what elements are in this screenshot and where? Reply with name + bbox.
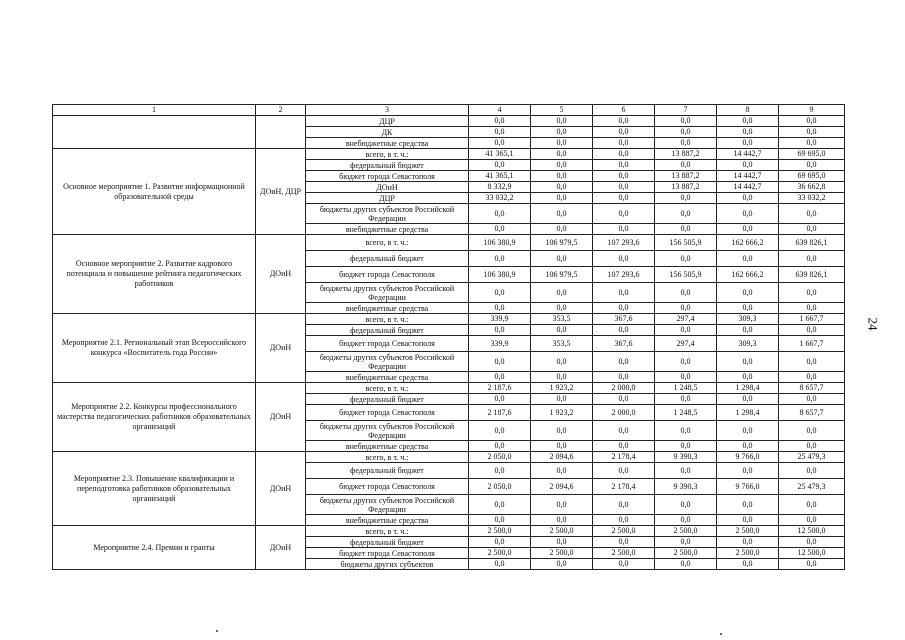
column-number-header: 2 xyxy=(256,105,306,116)
amount-cell: 1 298,4 xyxy=(717,383,779,394)
amount-cell: 106 979,5 xyxy=(531,267,593,283)
amount-cell: 0,0 xyxy=(593,515,655,526)
funding-source-cell: ДЦР xyxy=(306,193,469,204)
amount-cell: 0,0 xyxy=(469,421,531,441)
funding-source-cell: всего, в т. ч.: xyxy=(306,149,469,160)
amount-cell: 0,0 xyxy=(531,127,593,138)
amount-cell: 106 979,5 xyxy=(531,235,593,251)
amount-cell: 0,0 xyxy=(655,441,717,452)
amount-cell: 1 248,5 xyxy=(655,405,717,421)
amount-cell: 1 667,7 xyxy=(779,314,845,325)
amount-cell: 0,0 xyxy=(593,394,655,405)
amount-cell: 0,0 xyxy=(531,537,593,548)
responsible-cell: ДОиН, ДЦР xyxy=(256,149,306,235)
column-number-header: 4 xyxy=(469,105,531,116)
amount-cell: 339,9 xyxy=(469,314,531,325)
amount-cell: 0,0 xyxy=(779,283,845,303)
amount-cell: 0,0 xyxy=(531,325,593,336)
amount-cell: 0,0 xyxy=(531,515,593,526)
amount-cell: 353,5 xyxy=(531,336,593,352)
amount-cell: 0,0 xyxy=(655,515,717,526)
table-row xyxy=(53,452,845,463)
amount-cell: 0,0 xyxy=(655,127,717,138)
amount-cell: 162 666,2 xyxy=(717,235,779,251)
amount-cell: 1 298,4 xyxy=(717,405,779,421)
amount-cell: 0,0 xyxy=(593,116,655,127)
amount-cell: 0,0 xyxy=(655,224,717,235)
funding-source-cell: ДЦР xyxy=(306,116,469,127)
amount-cell: 0,0 xyxy=(655,372,717,383)
amount-cell: 2 094,6 xyxy=(531,452,593,463)
funding-source-cell: внебюджетные средства xyxy=(306,372,469,383)
amount-cell: 367,6 xyxy=(593,336,655,352)
amount-cell: 0,0 xyxy=(469,537,531,548)
amount-cell: 0,0 xyxy=(469,463,531,479)
amount-cell: 9 390,3 xyxy=(655,452,717,463)
amount-cell: 0,0 xyxy=(531,372,593,383)
funding-source-cell: бюджеты других субъектов Российской Федерации xyxy=(306,283,469,303)
amount-cell: 0,0 xyxy=(531,171,593,182)
amount-cell: 0,0 xyxy=(717,394,779,405)
amount-cell: 0,0 xyxy=(593,283,655,303)
amount-cell: 0,0 xyxy=(593,559,655,570)
amount-cell: 2 500,0 xyxy=(655,548,717,559)
funding-source-cell: бюджет города Севастополя xyxy=(306,405,469,421)
amount-cell: 0,0 xyxy=(779,127,845,138)
amount-cell: 0,0 xyxy=(593,325,655,336)
amount-cell: 0,0 xyxy=(655,251,717,267)
amount-cell: 0,0 xyxy=(593,352,655,372)
funding-source-cell: федеральный бюджет xyxy=(306,537,469,548)
funding-source-cell: федеральный бюджет xyxy=(306,394,469,405)
amount-cell: 25 479,3 xyxy=(779,479,845,495)
funding-source-cell: федеральный бюджет xyxy=(306,160,469,171)
amount-cell: 2 500,0 xyxy=(469,526,531,537)
amount-cell: 41 365,1 xyxy=(469,171,531,182)
amount-cell: 0,0 xyxy=(593,495,655,515)
responsible-cell: ДОиН xyxy=(256,526,306,570)
amount-cell: 0,0 xyxy=(469,495,531,515)
amount-cell: 13 887,2 xyxy=(655,182,717,193)
event-name-cell: Мероприятие 2.2. Конкурсы профессионального мастерства педагогических работников образовательных организаций xyxy=(53,383,256,452)
amount-cell: 33 032,2 xyxy=(779,193,845,204)
amount-cell: 12 500,0 xyxy=(779,526,845,537)
amount-cell: 0,0 xyxy=(593,441,655,452)
amount-cell: 2 050,0 xyxy=(469,452,531,463)
amount-cell: 0,0 xyxy=(717,193,779,204)
amount-cell: 2 500,0 xyxy=(593,526,655,537)
table-body xyxy=(53,105,845,570)
amount-cell: 8 657,7 xyxy=(779,405,845,421)
amount-cell: 1 667,7 xyxy=(779,336,845,352)
amount-cell: 0,0 xyxy=(655,559,717,570)
amount-cell: 2 000,0 xyxy=(593,405,655,421)
amount-cell: 0,0 xyxy=(469,372,531,383)
amount-cell: 13 887,2 xyxy=(655,171,717,182)
amount-cell: 0,0 xyxy=(717,224,779,235)
funding-source-cell: бюджет города Севастополя xyxy=(306,548,469,559)
amount-cell: 0,0 xyxy=(469,303,531,314)
funding-source-cell: внебюджетные средства xyxy=(306,303,469,314)
amount-cell: 0,0 xyxy=(655,303,717,314)
table-row xyxy=(53,235,845,251)
funding-source-cell: бюджет города Севастополя xyxy=(306,479,469,495)
column-number-header: 9 xyxy=(779,105,845,116)
amount-cell: 0,0 xyxy=(469,325,531,336)
amount-cell: 0,0 xyxy=(531,421,593,441)
amount-cell: 0,0 xyxy=(531,149,593,160)
amount-cell: 0,0 xyxy=(779,495,845,515)
amount-cell: 0,0 xyxy=(717,251,779,267)
amount-cell: 41 365,1 xyxy=(469,149,531,160)
responsible-cell xyxy=(256,116,306,149)
amount-cell: 639 826,1 xyxy=(779,235,845,251)
column-number-header: 7 xyxy=(655,105,717,116)
amount-cell: 0,0 xyxy=(531,193,593,204)
event-name-cell: Основное мероприятие 1. Развитие информационной образовательной среды xyxy=(53,149,256,235)
amount-cell: 0,0 xyxy=(717,138,779,149)
table-row xyxy=(53,383,845,394)
amount-cell: 367,6 xyxy=(593,314,655,325)
amount-cell: 0,0 xyxy=(717,421,779,441)
amount-cell: 9 766,0 xyxy=(717,479,779,495)
amount-cell: 0,0 xyxy=(469,138,531,149)
amount-cell: 0,0 xyxy=(717,495,779,515)
amount-cell: 8 657,7 xyxy=(779,383,845,394)
amount-cell: 0,0 xyxy=(531,352,593,372)
amount-cell: 2 500,0 xyxy=(469,548,531,559)
amount-cell: 0,0 xyxy=(655,138,717,149)
amount-cell: 1 923,2 xyxy=(531,383,593,394)
event-name-cell: Мероприятие 2.3. Повышение квалификации и переподготовка работников образовательных организаций xyxy=(53,452,256,526)
amount-cell: 2 178,4 xyxy=(593,479,655,495)
amount-cell: 0,0 xyxy=(717,559,779,570)
amount-cell: 2 500,0 xyxy=(531,548,593,559)
amount-cell: 0,0 xyxy=(779,160,845,171)
amount-cell: 0,0 xyxy=(655,421,717,441)
amount-cell: 9 390,3 xyxy=(655,479,717,495)
column-number-header: 6 xyxy=(593,105,655,116)
amount-cell: 0,0 xyxy=(779,515,845,526)
funding-source-cell: всего, в т. ч.: xyxy=(306,526,469,537)
amount-cell: 0,0 xyxy=(655,352,717,372)
amount-cell: 0,0 xyxy=(779,421,845,441)
amount-cell: 0,0 xyxy=(717,441,779,452)
amount-cell: 0,0 xyxy=(717,127,779,138)
amount-cell: 353,5 xyxy=(531,314,593,325)
amount-cell: 0,0 xyxy=(717,463,779,479)
amount-cell: 339,9 xyxy=(469,336,531,352)
amount-cell: 0,0 xyxy=(779,138,845,149)
amount-cell: 106 380,9 xyxy=(469,267,531,283)
amount-cell: 9 766,0 xyxy=(717,452,779,463)
amount-cell: 0,0 xyxy=(717,204,779,224)
funding-source-cell: бюджеты других субъектов Российской Федерации xyxy=(306,352,469,372)
amount-cell: 0,0 xyxy=(779,303,845,314)
amount-cell: 1 248,5 xyxy=(655,383,717,394)
amount-cell: 639 826,1 xyxy=(779,267,845,283)
amount-cell: 0,0 xyxy=(655,537,717,548)
amount-cell: 13 887,2 xyxy=(655,149,717,160)
amount-cell: 14 442,7 xyxy=(717,182,779,193)
funding-source-cell: внебюджетные средства xyxy=(306,138,469,149)
amount-cell: 1 923,2 xyxy=(531,405,593,421)
amount-cell: 12 500,0 xyxy=(779,548,845,559)
amount-cell: 0,0 xyxy=(655,160,717,171)
amount-cell: 69 695,0 xyxy=(779,171,845,182)
header-row xyxy=(53,105,845,116)
table-row xyxy=(53,149,845,160)
event-name-cell: Мероприятие 2.1. Региональный этап Всероссийского конкурса «Воспитатель года России» xyxy=(53,314,256,383)
amount-cell: 0,0 xyxy=(593,138,655,149)
amount-cell: 2 094,6 xyxy=(531,479,593,495)
event-name-cell: Мероприятие 2.4. Премии и гранты xyxy=(53,526,256,570)
funding-source-cell: внебюджетные средства xyxy=(306,224,469,235)
amount-cell: 0,0 xyxy=(469,116,531,127)
amount-cell: 8 332,9 xyxy=(469,182,531,193)
funding-source-cell: всего, в т. ч.: xyxy=(306,314,469,325)
amount-cell: 0,0 xyxy=(655,204,717,224)
amount-cell: 0,0 xyxy=(717,325,779,336)
amount-cell: 0,0 xyxy=(469,160,531,171)
amount-cell: 0,0 xyxy=(655,394,717,405)
column-number-header: 3 xyxy=(306,105,469,116)
amount-cell: 0,0 xyxy=(779,372,845,383)
funding-source-cell: внебюджетные средства xyxy=(306,441,469,452)
responsible-cell: ДОиН xyxy=(256,235,306,314)
amount-cell: 0,0 xyxy=(593,127,655,138)
amount-cell: 0,0 xyxy=(531,160,593,171)
amount-cell: 0,0 xyxy=(779,251,845,267)
column-number-header: 8 xyxy=(717,105,779,116)
amount-cell: 0,0 xyxy=(469,127,531,138)
amount-cell: 309,3 xyxy=(717,314,779,325)
amount-cell: 0,0 xyxy=(469,394,531,405)
amount-cell: 0,0 xyxy=(593,171,655,182)
amount-cell: 2 500,0 xyxy=(531,526,593,537)
funding-source-cell: бюджет города Севастополя xyxy=(306,267,469,283)
amount-cell: 0,0 xyxy=(717,116,779,127)
amount-cell: 2 000,0 xyxy=(593,383,655,394)
event-name-cell xyxy=(53,116,256,149)
amount-cell: 2 500,0 xyxy=(717,526,779,537)
amount-cell: 0,0 xyxy=(779,537,845,548)
amount-cell: 0,0 xyxy=(779,204,845,224)
responsible-cell: ДОиН xyxy=(256,452,306,526)
amount-cell: 0,0 xyxy=(717,352,779,372)
amount-cell: 0,0 xyxy=(593,421,655,441)
amount-cell: 0,0 xyxy=(469,559,531,570)
amount-cell: 2 050,0 xyxy=(469,479,531,495)
amount-cell: 0,0 xyxy=(655,495,717,515)
amount-cell: 0,0 xyxy=(531,559,593,570)
amount-cell: 0,0 xyxy=(717,303,779,314)
amount-cell: 0,0 xyxy=(469,441,531,452)
amount-cell: 0,0 xyxy=(779,441,845,452)
amount-cell: 297,4 xyxy=(655,336,717,352)
amount-cell: 297,4 xyxy=(655,314,717,325)
amount-cell: 69 695,0 xyxy=(779,149,845,160)
amount-cell: 0,0 xyxy=(593,303,655,314)
amount-cell: 0,0 xyxy=(593,182,655,193)
funding-source-cell: всего, в т. ч.: xyxy=(306,383,469,394)
amount-cell: 0,0 xyxy=(717,537,779,548)
funding-source-cell: федеральный бюджет xyxy=(306,325,469,336)
amount-cell: 0,0 xyxy=(469,224,531,235)
amount-cell: 0,0 xyxy=(593,160,655,171)
amount-cell: 0,0 xyxy=(593,251,655,267)
amount-cell: 107 293,6 xyxy=(593,235,655,251)
amount-cell: 0,0 xyxy=(531,116,593,127)
amount-cell: 106 380,9 xyxy=(469,235,531,251)
amount-cell: 0,0 xyxy=(531,283,593,303)
table-row xyxy=(53,314,845,325)
amount-cell: 14 442,7 xyxy=(717,149,779,160)
amount-cell: 0,0 xyxy=(593,193,655,204)
amount-cell: 0,0 xyxy=(593,372,655,383)
amount-cell: 36 662,8 xyxy=(779,182,845,193)
amount-cell: 156 505,9 xyxy=(655,267,717,283)
funding-source-cell: всего, в т. ч.: xyxy=(306,235,469,251)
amount-cell: 25 479,3 xyxy=(779,452,845,463)
amount-cell: 309,3 xyxy=(717,336,779,352)
amount-cell: 0,0 xyxy=(593,224,655,235)
amount-cell: 0,0 xyxy=(469,204,531,224)
amount-cell: 0,0 xyxy=(531,394,593,405)
amount-cell: 0,0 xyxy=(717,372,779,383)
amount-cell: 0,0 xyxy=(655,116,717,127)
amount-cell: 2 187,6 xyxy=(469,405,531,421)
funding-source-cell: всего, в т. ч.: xyxy=(306,452,469,463)
funding-source-cell: ДК xyxy=(306,127,469,138)
responsible-cell: ДОиН xyxy=(256,383,306,452)
responsible-cell: ДОиН xyxy=(256,314,306,383)
amount-cell: 0,0 xyxy=(717,160,779,171)
amount-cell: 0,0 xyxy=(593,149,655,160)
amount-cell: 0,0 xyxy=(469,251,531,267)
event-name-cell: Основное мероприятие 2. Развитие кадрового потенциала и повышение рейтинга педагогических работников xyxy=(53,235,256,314)
amount-cell: 0,0 xyxy=(469,515,531,526)
amount-cell: 14 442,7 xyxy=(717,171,779,182)
amount-cell: 0,0 xyxy=(779,224,845,235)
amount-cell: 0,0 xyxy=(593,204,655,224)
funding-source-cell: бюджеты других субъектов Российской Федерации xyxy=(306,495,469,515)
funding-source-cell: ДОиН xyxy=(306,182,469,193)
funding-source-cell: бюджеты других субъектов Российской Федерации xyxy=(306,421,469,441)
funding-source-cell: внебюджетные средства xyxy=(306,515,469,526)
amount-cell: 2 500,0 xyxy=(655,526,717,537)
funding-source-cell: бюджет города Севастополя xyxy=(306,336,469,352)
budget-table xyxy=(52,104,845,570)
amount-cell: 0,0 xyxy=(531,303,593,314)
amount-cell: 0,0 xyxy=(469,352,531,372)
amount-cell: 0,0 xyxy=(531,204,593,224)
scan-speck xyxy=(216,630,218,632)
amount-cell: 0,0 xyxy=(531,251,593,267)
amount-cell: 0,0 xyxy=(531,463,593,479)
amount-cell: 0,0 xyxy=(655,193,717,204)
amount-cell: 2 500,0 xyxy=(717,548,779,559)
funding-source-cell: бюджеты других субъектов Российской Федерации xyxy=(306,204,469,224)
amount-cell: 0,0 xyxy=(779,394,845,405)
amount-cell: 0,0 xyxy=(531,182,593,193)
amount-cell: 0,0 xyxy=(531,495,593,515)
amount-cell: 2 178,4 xyxy=(593,452,655,463)
table-row xyxy=(53,526,845,537)
amount-cell: 0,0 xyxy=(531,441,593,452)
amount-cell: 0,0 xyxy=(655,463,717,479)
funding-source-cell: бюджет города Севастополя xyxy=(306,171,469,182)
amount-cell: 0,0 xyxy=(779,325,845,336)
amount-cell: 162 666,2 xyxy=(717,267,779,283)
amount-cell: 107 293,6 xyxy=(593,267,655,283)
amount-cell: 0,0 xyxy=(531,224,593,235)
amount-cell: 33 032,2 xyxy=(469,193,531,204)
amount-cell: 0,0 xyxy=(779,559,845,570)
column-number-header: 1 xyxy=(53,105,256,116)
amount-cell: 2 187,6 xyxy=(469,383,531,394)
amount-cell: 156 505,9 xyxy=(655,235,717,251)
amount-cell: 0,0 xyxy=(717,283,779,303)
amount-cell: 0,0 xyxy=(717,515,779,526)
amount-cell: 0,0 xyxy=(655,325,717,336)
scan-speck xyxy=(720,633,722,635)
table-row xyxy=(53,116,845,127)
funding-source-cell: федеральный бюджет xyxy=(306,251,469,267)
amount-cell: 0,0 xyxy=(531,138,593,149)
budget-table-container xyxy=(52,104,844,570)
amount-cell: 0,0 xyxy=(779,116,845,127)
amount-cell: 0,0 xyxy=(779,352,845,372)
amount-cell: 0,0 xyxy=(593,463,655,479)
funding-source-cell: бюджеты других субъектов xyxy=(306,559,469,570)
funding-source-cell: федеральный бюджет xyxy=(306,463,469,479)
amount-cell: 0,0 xyxy=(779,463,845,479)
page-number: 24 xyxy=(865,317,881,331)
amount-cell: 0,0 xyxy=(469,283,531,303)
amount-cell: 0,0 xyxy=(593,537,655,548)
amount-cell: 0,0 xyxy=(655,283,717,303)
column-number-header: 5 xyxy=(531,105,593,116)
amount-cell: 2 500,0 xyxy=(593,548,655,559)
